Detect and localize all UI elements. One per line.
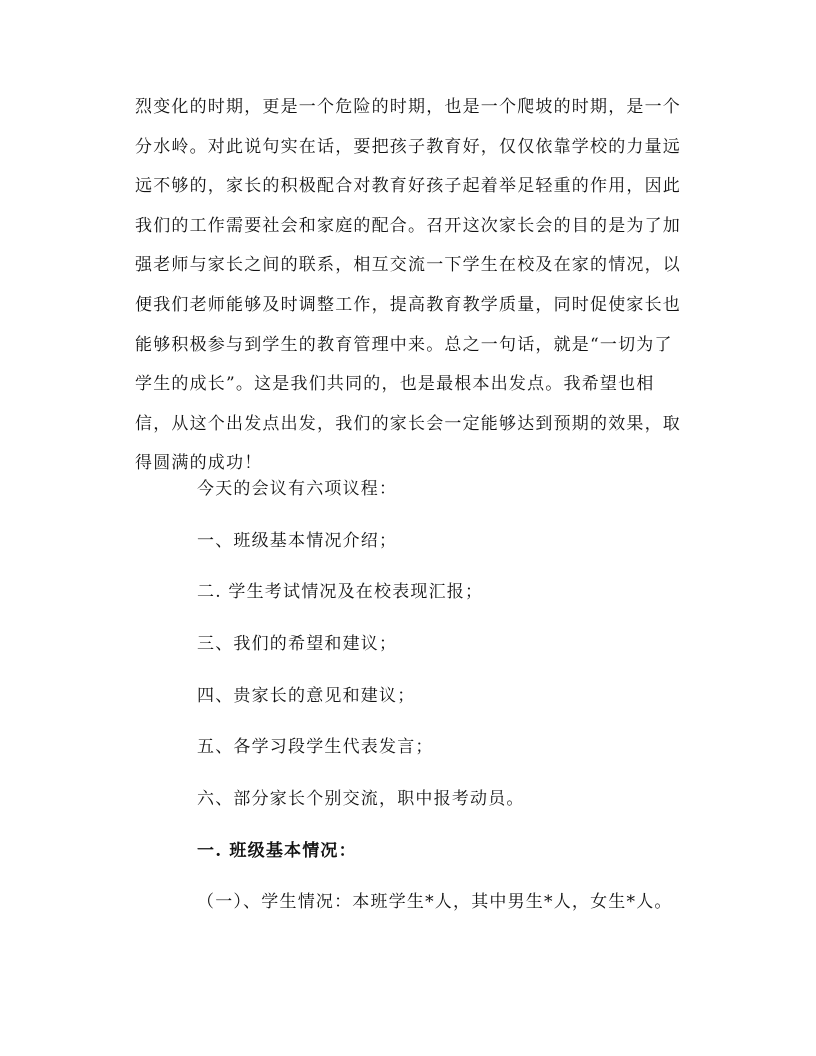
paragraph-line: 信，从这个出发点出发，我们的家长会一定能够达到预期的效果，取 — [135, 413, 681, 434]
paragraph-line: 远不够的，家长的积极配合对教育好孩子起着举足轻重的作用，因此 — [135, 176, 681, 197]
agenda-item-5: 五、各学习段学生代表发言； — [197, 737, 434, 757]
paragraph-line: 能够积极参与到学生的教育管理中来。总之一句话，就是“一切为了 — [135, 334, 673, 355]
agenda-item-4: 四、贵家长的意见和建议； — [197, 686, 416, 706]
section-subitem: （一）、学生情况：本班学生*人，其中男生*人，女生*人。 — [197, 892, 673, 912]
paragraph-line: 学生的成长”。这是我们共同的，也是最根本出发点。我希望也相 — [135, 374, 655, 395]
body-paragraph — [135, 88, 683, 484]
paragraph-line: 得圆满的成功！ — [135, 453, 263, 474]
agenda-intro: 今天的会议有六项议程： — [197, 479, 398, 499]
agenda-item-3: 三、我们的希望和建议； — [197, 634, 398, 654]
paragraph-line: 我们的工作需要社会和家庭的配合。召开这次家长会的目的是为了加 — [135, 215, 681, 236]
agenda-item-6: 六、部分家长个别交流，职中报考动员。 — [197, 789, 525, 809]
agenda-item-1: 一、班级基本情况介绍； — [197, 531, 398, 551]
paragraph-line: 便我们老师能够及时调整工作，提高教育教学质量，同时促使家长也 — [135, 294, 681, 315]
agenda-item-2: 二. 学生考试情况及在校表现汇报； — [197, 582, 484, 602]
paragraph-line: 分水岭。对此说句实在话，要把孩子教育好，仅仅依靠学校的力量远 — [135, 136, 681, 157]
section-heading: 一. 班级基本情况： — [197, 841, 357, 861]
paragraph-line: 烈变化的时期，更是一个危险的时期，也是一个爬坡的时期，是一个 — [135, 97, 681, 117]
paragraph-line: 强老师与家长之间的联系，相互交流一下学生在校及在家的情况，以 — [135, 255, 681, 276]
